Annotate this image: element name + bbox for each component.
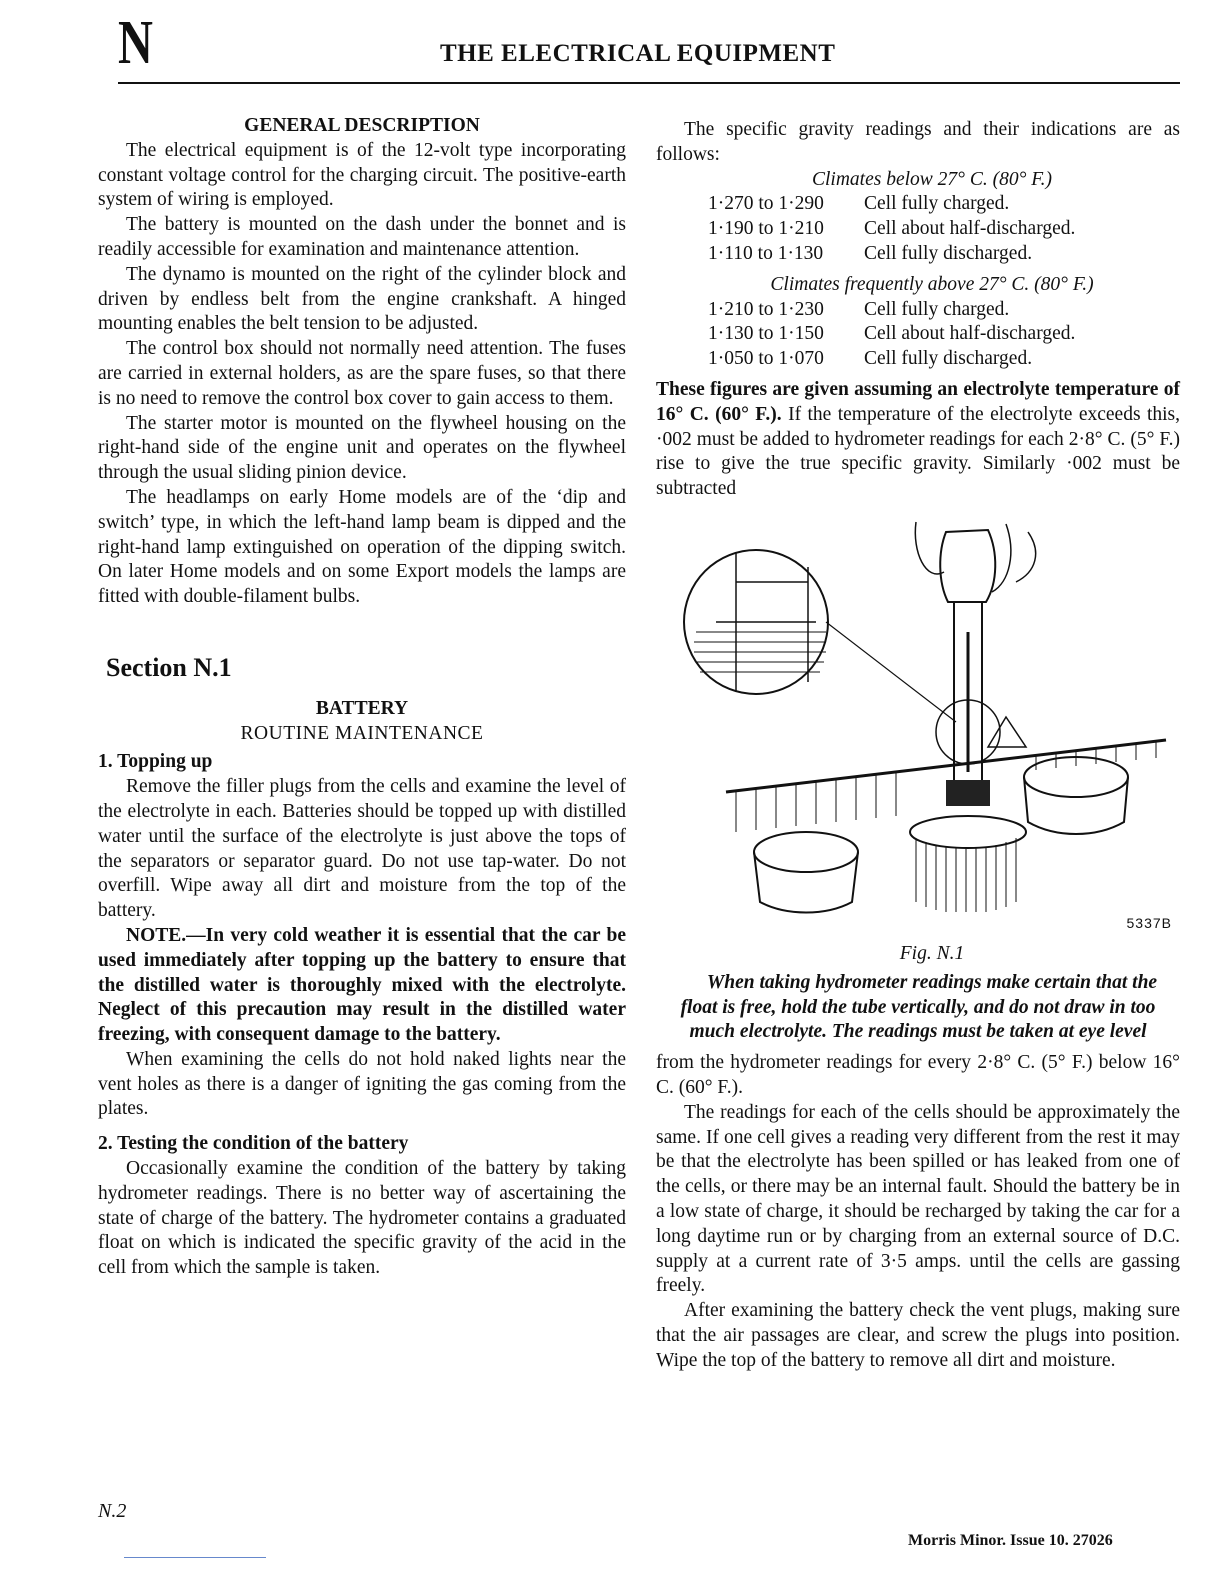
sg-range: 1·130 to 1·150 <box>708 323 824 345</box>
sg-state: Cell fully discharged. <box>864 348 1033 370</box>
after-examining-paragraph: After examining the battery check the vent plugs, making sure that the air passages are clear, and screw the plugs into position. Wipe the top of the battery to remove all dirt and moisture. <box>656 1300 1180 1371</box>
general-paragraph: The electrical equipment is of the 12-volt type incorporating constant voltage control for the charging circuit. The positive-earth system of wiring is employed. <box>98 139 626 211</box>
section-title: Section N.1 <box>106 652 232 682</box>
figure-number: 5337B <box>1126 915 1172 932</box>
figure-caption: When taking hydrometer readings make certain that the float is free, hold the tube vertically, and do not draw in too much electrolyte. The readings must be taken at eye level <box>680 971 1158 1043</box>
header-rule <box>118 82 1180 84</box>
page-number: N.2 <box>98 1500 127 1522</box>
figure-label: Fig. N.1 <box>899 942 965 964</box>
topping-up-paragraph: Remove the filler plugs from the cells and examine the level of the electrolyte in each. Batteries should be topped up with distilled water until the surface of the electrolyte is just above the tops of the separators or separator guard. Do not use tap-water. Do not overfill. Wipe away all dirt and moisture from the top of the battery. <box>98 776 626 922</box>
routine-maintenance-heading: ROUTINE MAINTENANCE <box>240 722 484 744</box>
specific-gravity-intro: The specific gravity readings and their indications are as follows: <box>656 119 1180 165</box>
table-row <box>708 347 1075 372</box>
general-description-heading: GENERAL DESCRIPTION <box>244 115 480 136</box>
sg-range: 1·210 to 1·230 <box>708 298 824 320</box>
hydrometer-illustration <box>676 512 1176 942</box>
battery-heading: BATTERY <box>315 697 409 719</box>
general-paragraph: The battery is mounted on the dash under the bonnet and is readily accessible for examination and maintenance attention. <box>98 214 626 260</box>
sg-range: 1·270 to 1·290 <box>708 193 824 215</box>
temperature-paragraph <box>656 378 1180 502</box>
table-title-below-27c: Climates below 27° C. (80° F.) <box>811 168 1053 190</box>
right-column <box>656 118 1180 1374</box>
note-paragraph: NOTE.—In very cold weather it is essential that the car be used immediately after topping up the battery to ensure that the distilled water is thoroughly mixed with the electrolyte. Neglect of this precaution may result in the distilled water freezing, with consequent damage to the battery. <box>98 924 626 1046</box>
specific-gravity-table-hot <box>708 298 1075 372</box>
page-title: THE ELECTRICAL EQUIPMENT <box>440 40 836 67</box>
hydrometer-figure <box>676 512 1176 942</box>
table-row <box>708 242 1075 267</box>
table-row <box>708 322 1075 347</box>
cells-warning-paragraph: When examining the cells do not hold naked lights near the vent holes as there is a danger of igniting the gas coming from the plates. <box>98 1048 626 1120</box>
scan-artifact-line <box>124 1557 266 1558</box>
sg-state: Cell about half-discharged. <box>864 323 1076 345</box>
sg-state: Cell fully charged. <box>864 193 1010 215</box>
sg-state: Cell fully charged. <box>864 298 1010 320</box>
publication-info: Morris Minor. Issue 10. 27026 <box>908 1532 1113 1549</box>
general-paragraph: The starter motor is mounted on the flywheel housing on the right-hand side of the engine unit and operates on the flywheel through the usual sliding pinion device. <box>98 412 626 484</box>
general-paragraph: The control box should not normally need attention. The fuses are carried in external holders, as are the spare fuses, so that there is no need to remove the control box cover to gain access to them. <box>98 338 626 409</box>
table-row <box>708 217 1075 242</box>
specific-gravity-table-cold <box>708 192 1075 266</box>
readings-paragraph: The readings for each of the cells should be approximately the same. If one cell gives a reading very different from the rest it may be that the electrolyte has been spilled or has leaked from one of the cells, or there may be an internal fault. Should the battery be in a low state of charge, it should be recharged by taking the car for a long daytime run or by charging from an external source of D.C. supply at a current rate of 3·5 amps. until the cells are gassing freely. <box>656 1101 1180 1297</box>
sg-range: 1·190 to 1·210 <box>708 218 824 240</box>
table-row <box>708 298 1075 323</box>
general-paragraph: The headlamps on early Home models are of the ‘dip and switch’ type, in which the left-hand lamp beam is dipped and the right-hand lamp extinguished on operation of the dipping switch. On later Home models and on some Export models the lamps are fitted with double-filament bulbs. <box>98 486 626 608</box>
general-paragraph: The dynamo is mounted on the right of the cylinder block and driven by endless belt from the engine crankshaft. A hinged mounting enables the belt tension to be adjusted. <box>98 263 626 335</box>
testing-paragraph: Occasionally examine the condition of the battery by taking hydrometer readings. There is no better way of ascertaining the state of charge of the battery. The hydrometer contains a graduated float on which is indicated the specific gravity of the acid in the cell from which the sample is taken. <box>98 1158 626 1279</box>
topping-up-heading: 1. Topping up <box>98 751 213 773</box>
section-letter: N <box>118 9 153 77</box>
left-column <box>98 114 626 1281</box>
sg-state: Cell about half-discharged. <box>864 218 1076 240</box>
table-row <box>708 192 1075 217</box>
sg-range: 1·050 to 1·070 <box>708 348 824 370</box>
temperature-text: If the temperature of the electrolyte exceeds this, ·002 must be added to hydrometer readings for each 2·8° C. (5° F.) rise to give the true specific gravity. Similarly ·002 must be subtracted <box>656 403 1180 500</box>
sg-range: 1·110 to 1·130 <box>708 242 824 264</box>
table-title-above-27c: Climates frequently above 27° C. (80° F.) <box>770 273 1094 295</box>
sg-state: Cell fully discharged. <box>864 242 1033 264</box>
testing-heading: 2. Testing the condition of the battery <box>98 1133 409 1155</box>
temperature-bold-text: These figures are given assuming an electrolyte temperature of 16° C. (60° F.). <box>656 378 1180 425</box>
continued-paragraph: from the hydrometer readings for every 2·8° C. (5° F.) below 16° C. (60° F.). <box>656 1052 1180 1098</box>
